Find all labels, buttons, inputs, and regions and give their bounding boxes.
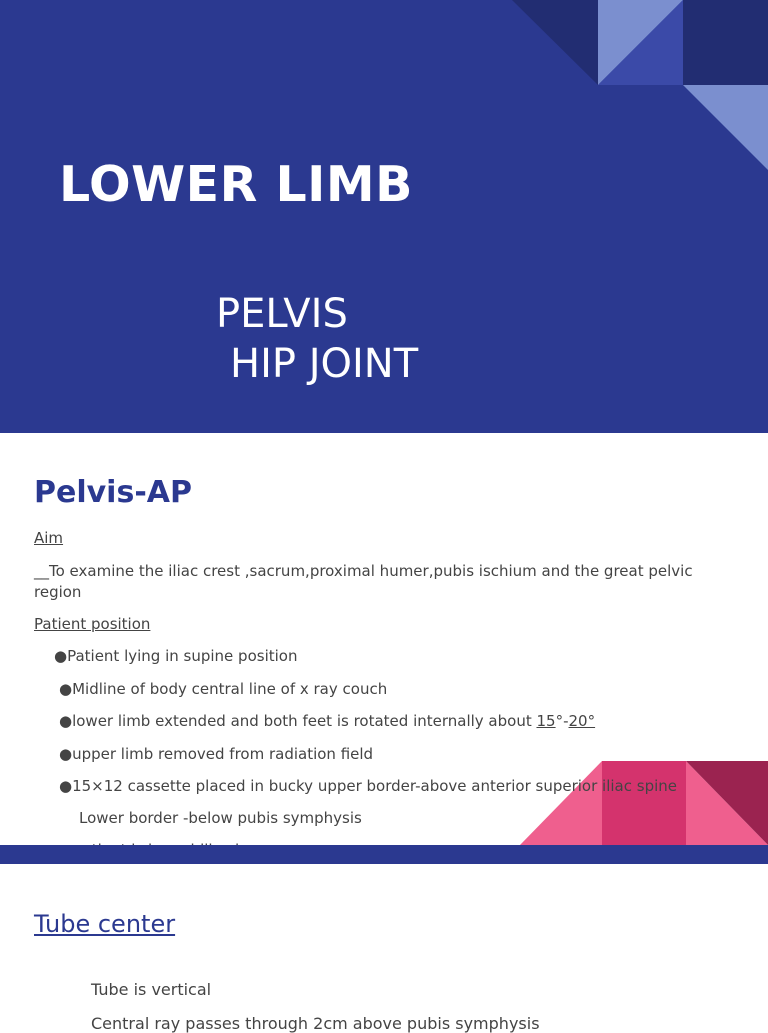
tube-center-slide [0,864,768,1033]
central-ray-text: Central ray passes through 2cm above pubis symphysis [91,1014,540,1033]
deco-dark-triangle [512,0,598,85]
angle-low: 15 [536,712,556,730]
slide-divider-band [0,845,768,864]
bullet-lower-limb-text: ●lower limb extended and both feet is rotated internally about [59,712,537,730]
lower-border-text: Lower border -below pubis symphysis [79,809,362,827]
aim-label: Aim [34,529,64,547]
bullet-midline: ●Midline of body central line of x ray couch [59,680,388,698]
bullet-upper-limb: ●upper limb removed from radiation field [59,745,374,763]
deco-magenta-square [602,761,686,845]
angle-high: 20° [568,712,596,730]
deco-light-triangle-lower [683,85,768,170]
slide-heading: Pelvis-AP [34,475,192,510]
pelvis-ap-slide [0,433,768,845]
slide-subtitle-pelvis: PELVIS [216,291,348,337]
deco-dark-square [683,0,768,85]
bullet-lower-limb [59,712,595,730]
slide-title: LOWER LIMB [59,156,414,213]
angle-separator: °- [555,712,569,730]
tube-vertical-text: Tube is vertical [91,980,212,999]
aim-text: __To examine the iliac crest ,sacrum,proximal humer,pubis ischium and the great pelvic region [34,562,693,601]
bullet-supine: ●Patient lying in supine position [54,647,298,665]
bullet-cassette: ●15×12 cassette placed in bucky upper border-above anterior superior iliac spine [59,777,677,795]
slide-subtitle-hip-joint: HIP JOINT [230,341,419,387]
title-slide [0,0,768,433]
patient-position-label: Patient position [34,615,151,633]
deco-pink-triangle [520,761,602,845]
tube-center-heading: Tube center [34,910,176,938]
